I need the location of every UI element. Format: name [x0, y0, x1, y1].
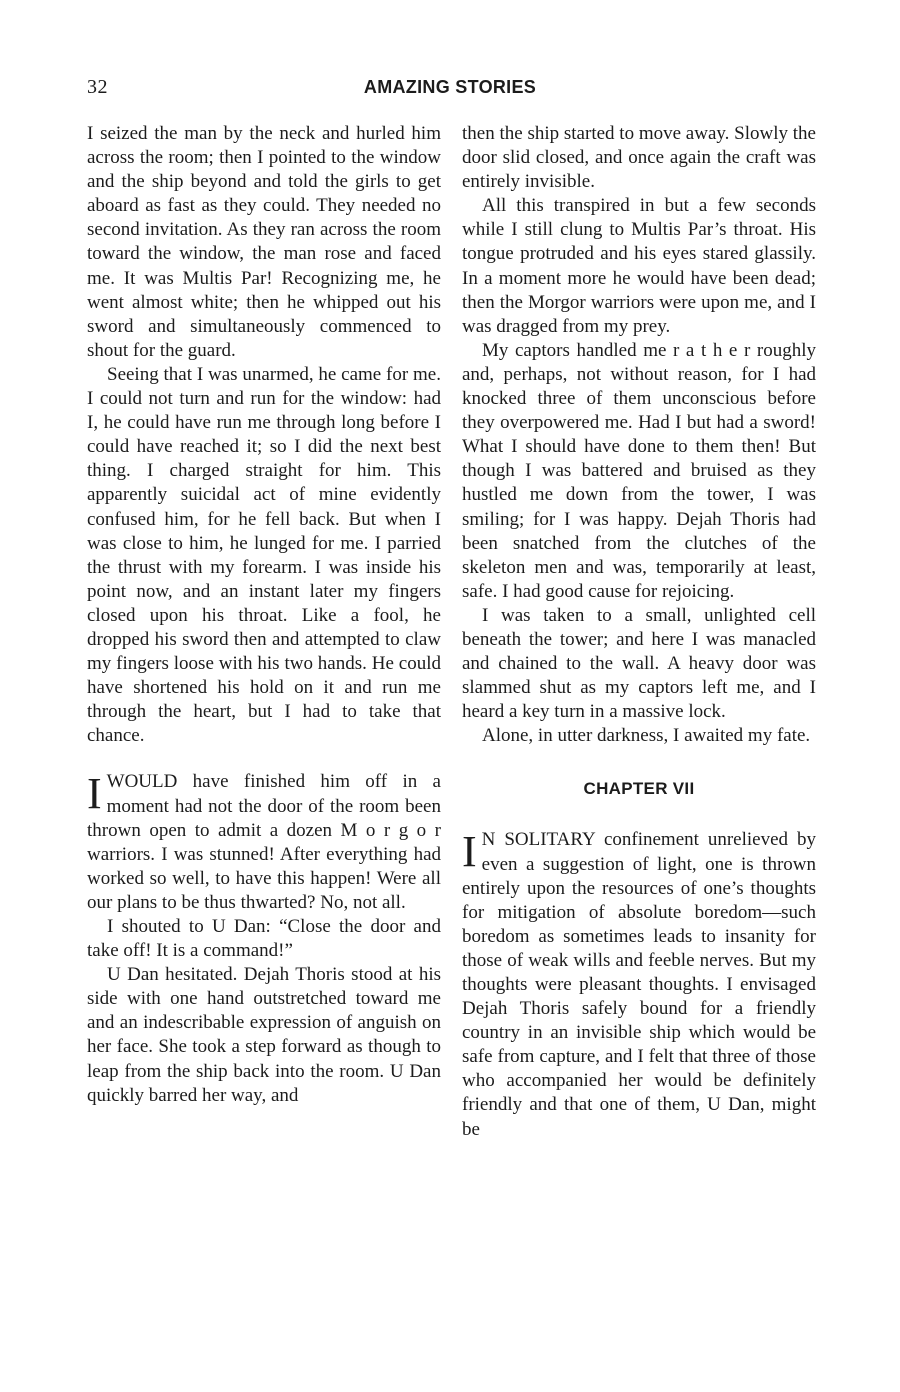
- section-break: [87, 748, 441, 770]
- paragraph: My captors handled me r a t h e r roughly and, perhaps, not without reason, for I had knocked three of them unconscious before they overpowered me. Had I but had a sword! What I should have done to them then! But though I was battered and bruised as they hustled me down from the tower, I was smiling; for I was happy. Dejah Thoris had been snatched from the clutches of the skeleton men and was, temporarily at least, safe. I had good cause for rejoicing.: [462, 339, 816, 602]
- page-header: [0, 76, 900, 102]
- left-column: [87, 122, 441, 1108]
- paragraph: All this transpired in but a few seconds while I still clung to Multis Par’s throat. His tongue protruded and his eyes stared glassily. In a moment more he would have been dead; then the Morgor warriors were upon me, and I was dragged from my prey.: [462, 195, 816, 337]
- chapter-heading: CHAPTER VII: [583, 779, 695, 799]
- drop-cap: I: [87, 769, 102, 819]
- paragraph: U Dan hesitated. Dejah Thoris stood at his side with one hand outstretched toward me and an indescribable expression of anguish on her face. She took a step forward as though to leap from the ship back into the room. U Dan quickly barred her way, and: [87, 964, 441, 1106]
- paragraph: I seized the man by the neck and hurled him across the room; then I pointed to the window and the ship beyond and told the girls to get aboard as fast as they could. They needed no second invitation. As they ran across the room toward the window, the man rose and faced me. It was Multis Par! Recognizing me, he went almost white; then he whipped out his sword and simultaneously commenced to shout for the guard.: [87, 123, 441, 361]
- drop-cap: I: [462, 827, 477, 877]
- paragraph-dropcap: [87, 770, 441, 915]
- paragraph: I was taken to a small, unlighted cell beneath the tower; and here I was manacled and chained to the wall. A heavy door was slammed shut as my captors left me, and I heard a key turn in a massive lock.: [462, 604, 816, 723]
- paragraph: I shouted to U Dan: “Close the door and take off! It is a command!”: [87, 916, 441, 962]
- paragraph: then the ship started to move away. Slowly the door slid closed, and once again the craft was entirely invisible.: [462, 123, 816, 193]
- paragraph-dropcap: [462, 828, 816, 1141]
- paragraph-text: N SOLITARY confinement unrelieved by even a suggestion of light, one is thrown entirely upon the resources of one’s thoughts for mitigation of absolute boredom—such boredom as sometimes leads to insanity for those of weak wills and feeble nerves. But my thoughts were pleasant thoughts. I envisaged Dejah Thoris safely bound for a friendly country in an invisible ship which would be safe from capture, and I felt that three of those who accompanied her would be definitely friendly and that one of them, U Dan, might be: [462, 829, 816, 1140]
- paragraph: Seeing that I was unarmed, he came for me. I could not turn and run for the window: had I, he could have run me through long before I could have reached it; so I did the next best thing. I charged straight for him. This apparently suicidal act of mine evidently confused him, for he fell back. But when I was close to him, he lunged for me. I parried the thrust with my forearm. I was inside his point now, and an instant later my fingers closed upon his throat. Like a fool, he dropped his sword then and attempted to claw my fingers loose with his two hands. He could have shortened his hold on it and run me through the heart, but I had to take that chance.: [87, 363, 441, 747]
- running-head: AMAZING STORIES: [363, 77, 537, 97]
- right-column: [462, 122, 816, 1142]
- page-number: 32: [87, 76, 108, 98]
- paragraph-text: WOULD have finished him off in a moment had not the door of the room been thrown open to admit a dozen M o r g o r warriors. I was stunned! After everything had worked so well, to have this happen! Were all our plans to be thus thwarted? No, not all.: [87, 771, 441, 913]
- paragraph: Alone, in utter darkness, I awaited my fate.: [482, 725, 811, 747]
